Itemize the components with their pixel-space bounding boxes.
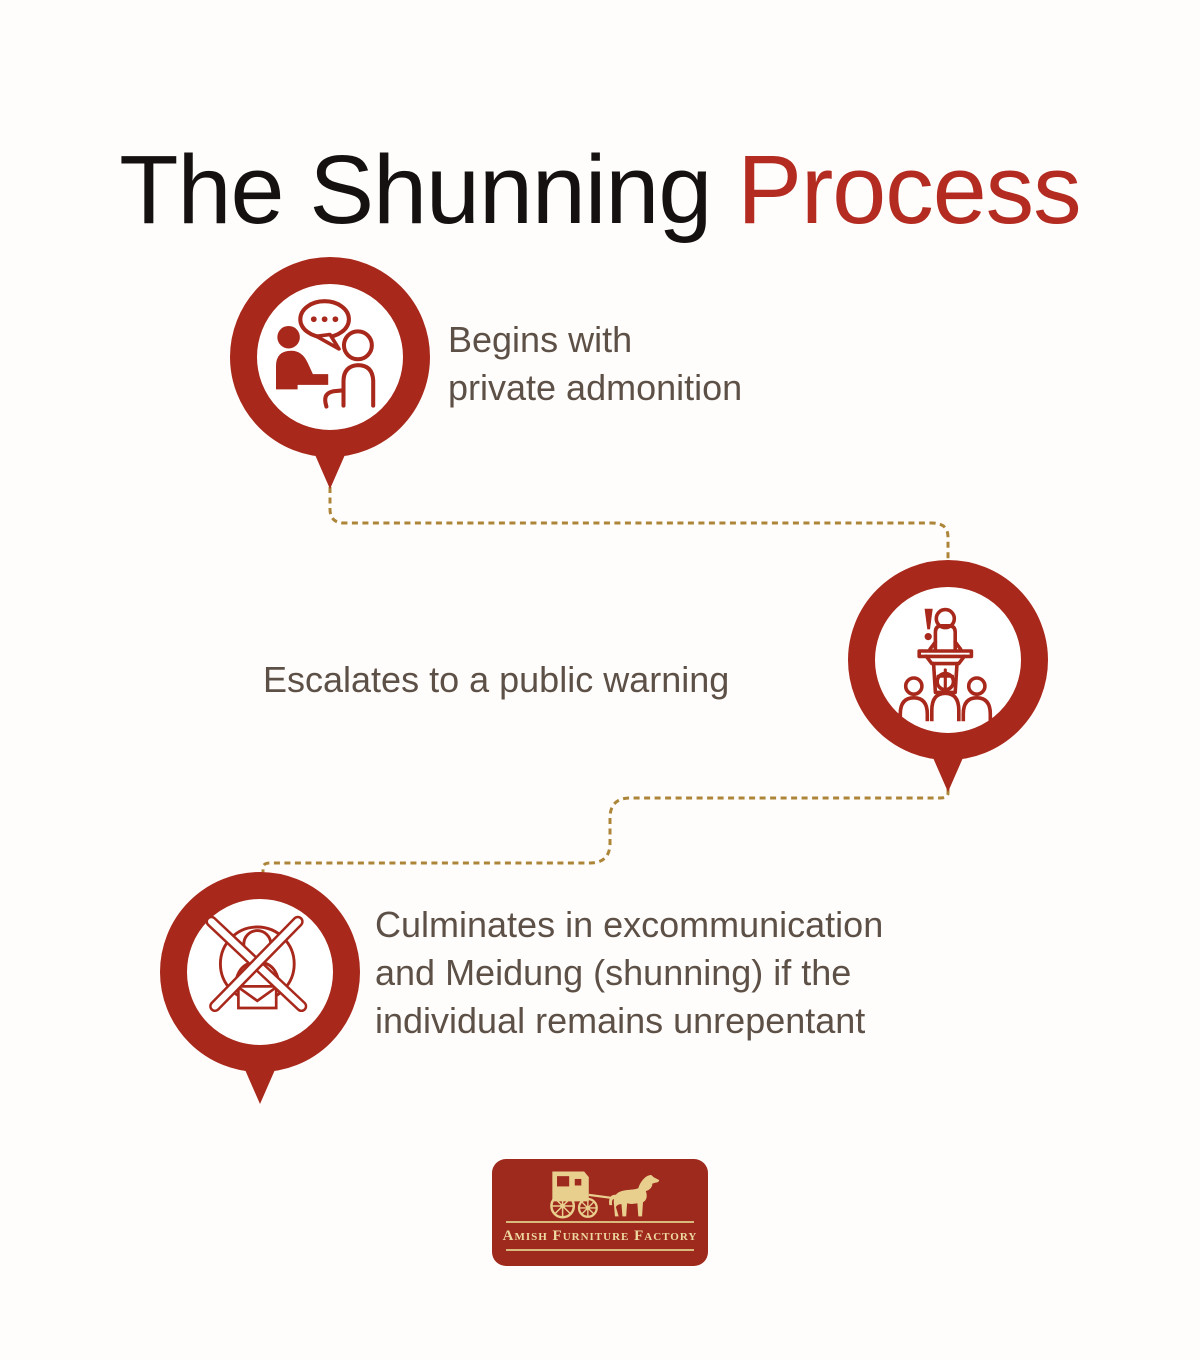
step-text-3 — [375, 901, 883, 1045]
logo-divider-bottom — [506, 1249, 694, 1251]
shunned-person-crossed-out-icon — [197, 909, 323, 1035]
step-3-line-1: Culminates in excommunication — [375, 904, 884, 945]
private-conversation-icon — [267, 294, 393, 420]
step-3-line-3: individual remains unrepentant — [375, 999, 866, 1041]
pin-circle-3 — [160, 872, 360, 1072]
public-warning-sermon-icon — [885, 597, 1011, 723]
step-2-line-1: Escalates to a public warning — [263, 659, 730, 700]
step-1-line-1: Begins with — [448, 319, 633, 360]
connector-dashed-line-2 — [263, 789, 948, 873]
brand-logo — [492, 1159, 708, 1266]
pin-circle-1 — [230, 257, 430, 457]
page-title-prefix: The Shunning — [119, 134, 738, 244]
logo-brand-text: Amish Furniture Factory — [502, 1228, 698, 1244]
step-3-line-2: and Meidung (shunning) if the — [375, 951, 852, 993]
connector-dashed-line-1 — [330, 487, 948, 561]
pin-circle-2 — [848, 560, 1048, 760]
step-text-2 — [263, 656, 729, 704]
page-title-highlight: Process — [737, 134, 1081, 244]
step-pin-2 — [848, 560, 1048, 800]
step-pin-1 — [230, 257, 430, 497]
horse-and-buggy-icon — [525, 1164, 675, 1221]
step-pin-3 — [160, 872, 360, 1112]
step-1-line-2: private admonition — [448, 366, 743, 408]
step-text-1 — [448, 316, 742, 412]
